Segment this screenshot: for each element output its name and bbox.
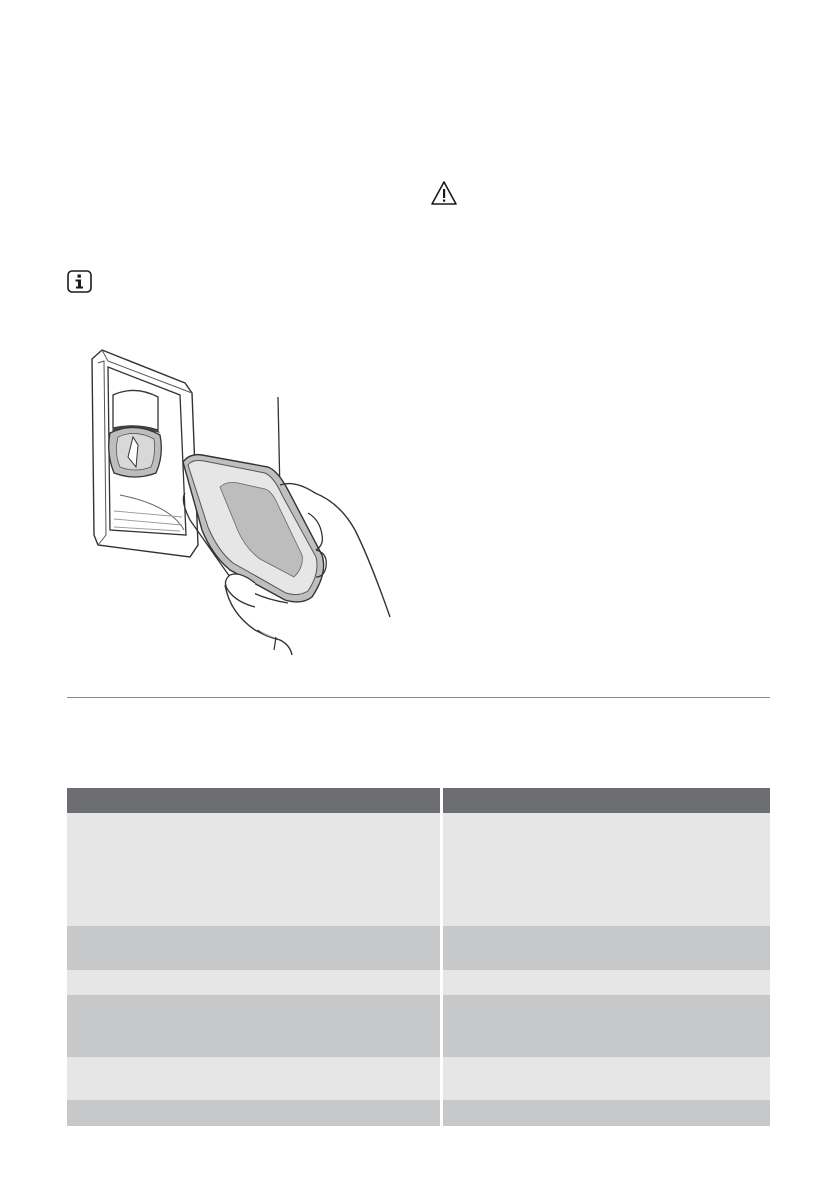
table-row bbox=[67, 1057, 770, 1100]
table-cell bbox=[67, 926, 442, 970]
table-cell bbox=[67, 813, 442, 926]
table-row bbox=[67, 995, 770, 1057]
table-cell bbox=[442, 970, 771, 995]
table-header-cell bbox=[67, 788, 442, 813]
table-header-row bbox=[67, 788, 770, 813]
table-row bbox=[67, 926, 770, 970]
table-cell bbox=[67, 1057, 442, 1100]
section-divider bbox=[67, 697, 770, 698]
table-cell bbox=[442, 1057, 771, 1100]
warning-triangle-icon bbox=[430, 180, 458, 206]
table-cell bbox=[67, 970, 442, 995]
info-icon bbox=[67, 270, 92, 293]
troubleshooting-table bbox=[67, 788, 770, 1126]
table-cell bbox=[442, 1100, 771, 1126]
table-cell bbox=[442, 926, 771, 970]
table-row bbox=[67, 970, 770, 995]
table-row bbox=[67, 1100, 770, 1126]
table-cell bbox=[442, 813, 771, 926]
dispenser-cleaning-illustration bbox=[80, 345, 400, 655]
table-cell bbox=[442, 995, 771, 1057]
table-cell bbox=[67, 1100, 442, 1126]
table-row bbox=[67, 813, 770, 926]
table-header-cell bbox=[442, 788, 771, 813]
table-cell bbox=[67, 995, 442, 1057]
